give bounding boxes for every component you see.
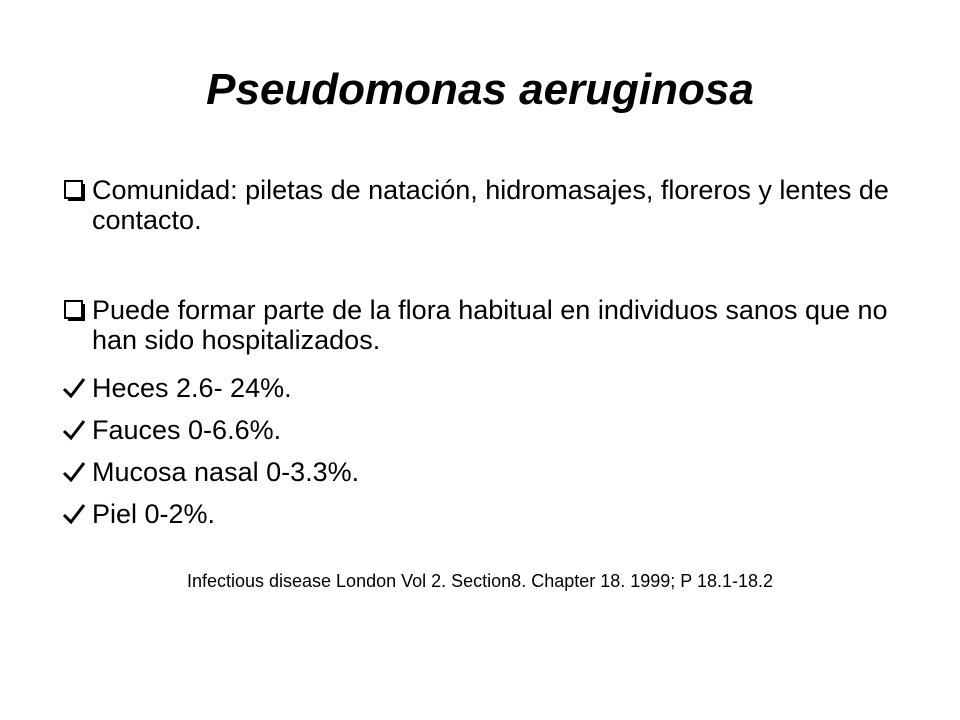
check-text: Heces 2.6- 24%. (92, 373, 292, 403)
checkmark-icon (62, 373, 88, 403)
bullet-item-flora (62, 295, 912, 355)
citation: Infectious disease London Vol 2. Section8. Chapter 18. 1999; P 18.1-18.2 (186, 571, 774, 591)
bullet-text: Comunidad: piletas de natación, hidromasajes, floreros y lentes de contacto. (92, 175, 889, 235)
square-bullet-icon (62, 175, 88, 205)
checkmark-icon (62, 415, 88, 445)
check-item-piel (62, 499, 912, 529)
check-text: Fauces 0-6.6%. (92, 415, 282, 445)
checkmark-icon (62, 457, 88, 487)
bullet-text: Puede formar parte de la flora habitual en individuos sanos que no han sido hospitalizados. (92, 295, 888, 355)
check-item-mucosa-nasal (62, 457, 912, 487)
check-item-heces (62, 373, 912, 403)
bullet-item-community (62, 175, 912, 235)
checkmark-icon (62, 499, 88, 529)
check-text: Piel 0-2%. (92, 499, 216, 529)
slide-title: Pseudomonas aeruginosa (206, 65, 754, 114)
check-text: Mucosa nasal 0-3.3%. (92, 457, 360, 487)
square-bullet-icon (62, 295, 88, 325)
check-item-fauces (62, 415, 912, 445)
